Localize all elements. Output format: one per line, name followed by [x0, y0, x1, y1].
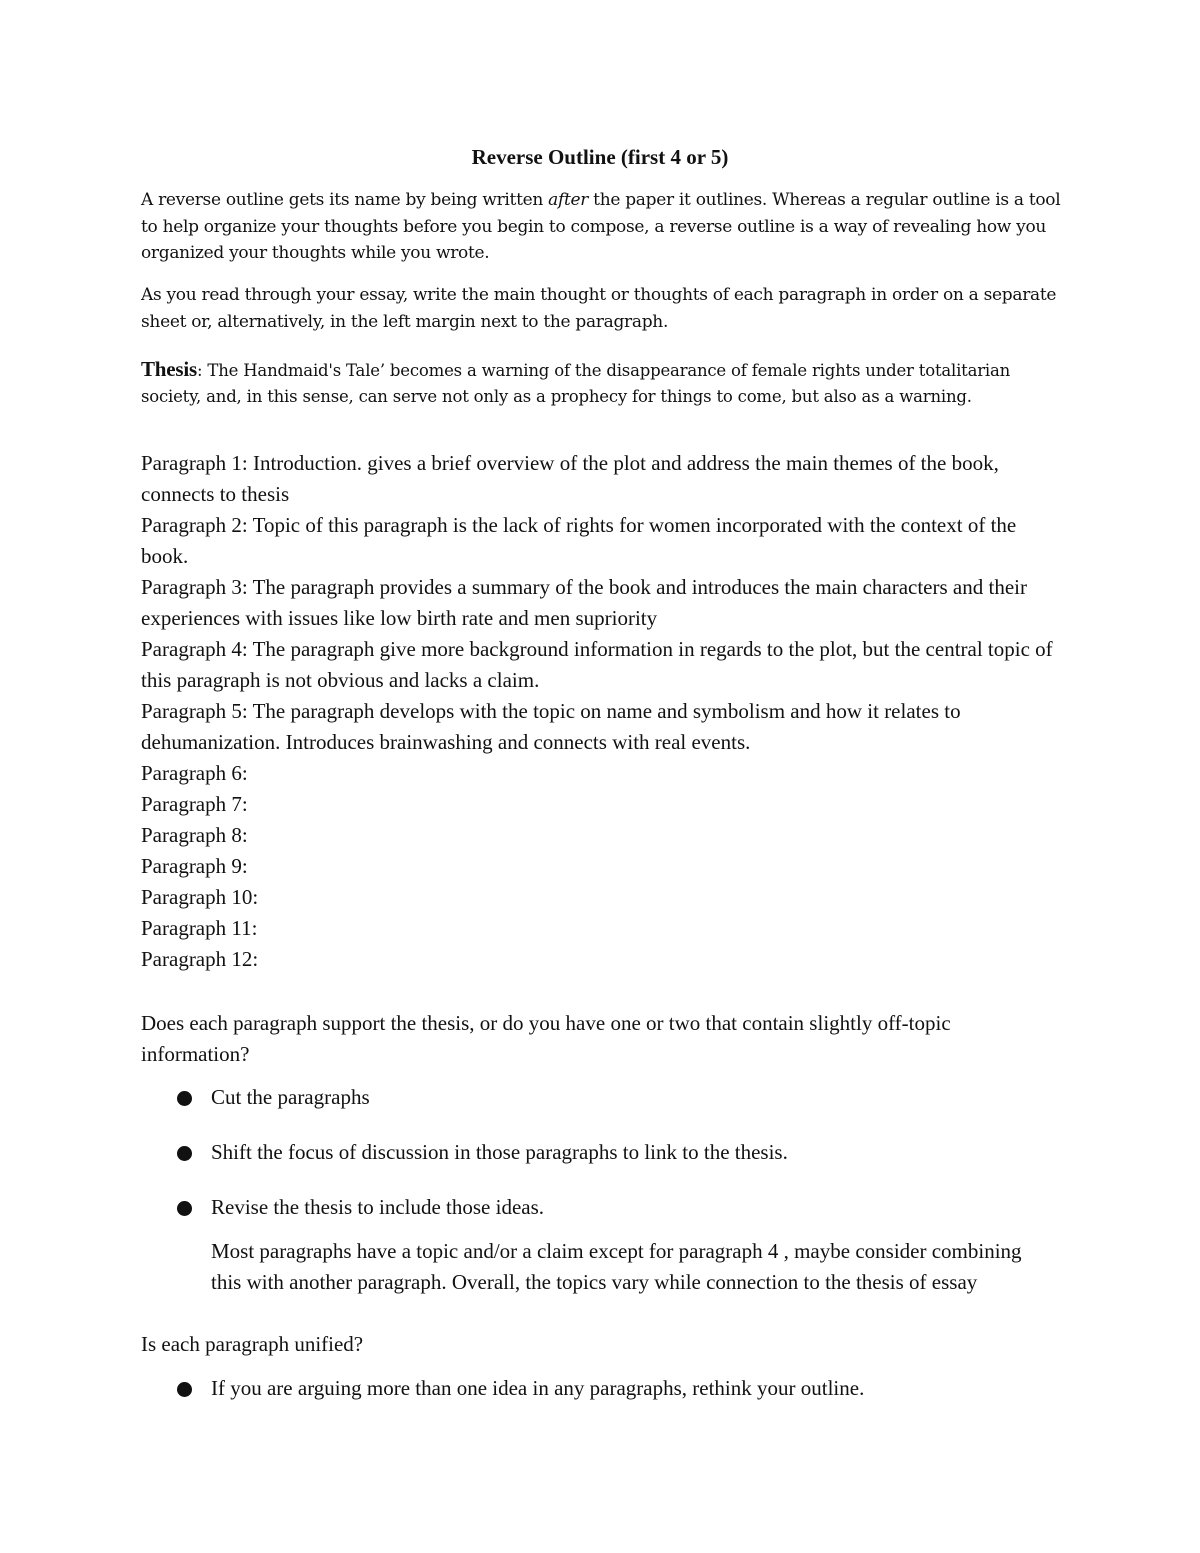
intro-italic-word: after: [548, 190, 589, 210]
outline-paragraph-9: Paragraph 9:: [141, 854, 248, 878]
bullet-text: If you are arguing more than one idea in any paragraphs, rethink your outline.: [211, 1376, 865, 1400]
bullet-text: Cut the paragraphs: [211, 1085, 370, 1109]
thesis-label: Thesis: [141, 357, 197, 381]
outline-paragraph-1: Paragraph 1: Introduction. gives a brief overview of the plot and address the main themes of the book, connects to thesis: [141, 451, 999, 506]
bullet-dot-icon: [177, 1201, 192, 1216]
thesis-text: The Handmaid's Tale’ becomes a warning of the disappearance of female rights under totalitarian society, and, in this sense, can serve not only as a prophecy for things to come, but also as a warning.: [141, 361, 1011, 406]
outline-paragraph-5: Paragraph 5: The paragraph develops with the topic on name and symbolism and how it relates to dehumanization. Introduces brainwashing and connects with real events.: [141, 699, 961, 754]
outline-paragraph-3: Paragraph 3: The paragraph provides a summary of the book and introduces the main characters and their experiences with issues like low birth rate and men supriority: [141, 575, 1027, 630]
intro-paragraph-2: As you read through your essay, write the main thought or thoughts of each paragraph in order on a separate sheet or, alternatively, in the left margin next to the paragraph.: [141, 285, 1057, 332]
bullet-text: Shift the focus of discussion in those paragraphs to link to the thesis.: [211, 1140, 788, 1164]
outline-paragraph-7: Paragraph 7:: [141, 792, 248, 816]
outline-paragraph-6: Paragraph 6:: [141, 761, 248, 785]
bullet-text: Revise the thesis to include those ideas.: [211, 1195, 545, 1219]
outline-paragraph-12: Paragraph 12:: [141, 947, 259, 971]
thesis-statement: [141, 356, 1061, 410]
intro-paragraph-1: [141, 187, 1061, 267]
intro-text-start: A reverse outline gets its name by being written: [141, 190, 549, 210]
outline-paragraph-11: Paragraph 11:: [141, 916, 258, 940]
support-thesis-question: Does each paragraph support the thesis, or do you have one or two that contain slightly off-topic information?: [141, 1011, 951, 1066]
outline-paragraph-10: Paragraph 10:: [141, 885, 259, 909]
outline-paragraph-8: Paragraph 8:: [141, 823, 248, 847]
bullet-dot-icon: [177, 1091, 192, 1106]
outline-paragraph-2: Paragraph 2: Topic of this paragraph is the lack of rights for women incorporated with the context of the book.: [141, 513, 1017, 568]
thesis-colon: :: [197, 361, 203, 380]
paragraph-outline-list: [141, 448, 1061, 975]
intro-text-end: the paper it outlines. Whereas a regular outline is a tool to help organize your thoughts before you begin to compose, a reverse outline is a way of revealing how you organized your thoughts while you wrote.: [141, 190, 1061, 263]
page-title: Reverse Outline (first 4 or 5): [471, 145, 729, 169]
outline-paragraph-4: Paragraph 4: The paragraph give more background information in regards to the plot, but the central topic of this paragraph is not obvious and lacks a claim.: [141, 637, 1053, 692]
bullet-dot-icon: [177, 1382, 192, 1397]
reviewer-comment: Most paragraphs have a topic and/or a claim except for paragraph 4 , maybe consider combining this with another paragraph. Overall, the topics vary while connection to the thesis of essay: [211, 1239, 1022, 1294]
unified-question: Is each paragraph unified?: [141, 1332, 364, 1356]
bullet-dot-icon: [177, 1146, 192, 1161]
